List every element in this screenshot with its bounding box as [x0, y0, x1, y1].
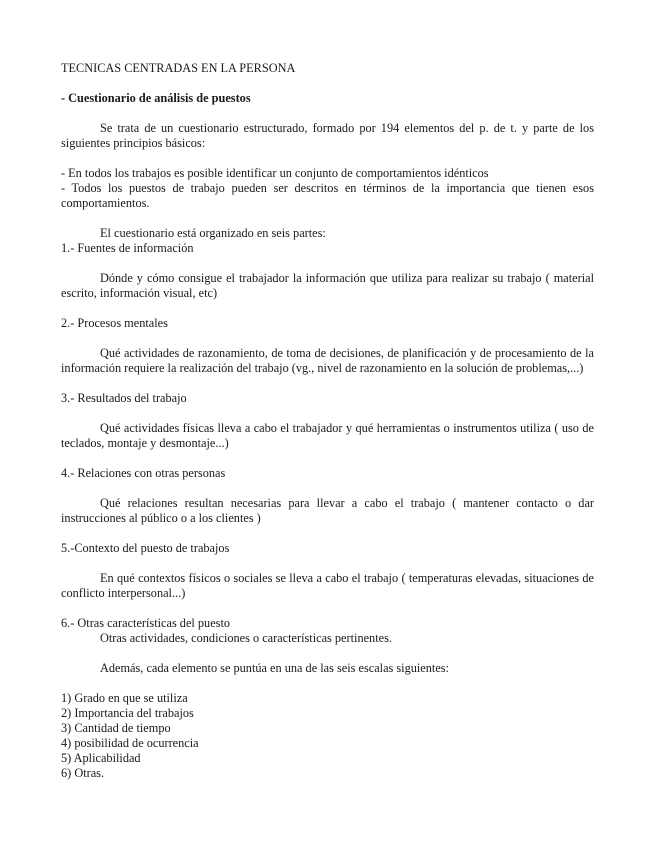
part-description: Dónde y cómo consigue el trabajador la información que utiliza para realizar su trabajo ( material escrito, información visual, etc) — [61, 271, 594, 300]
part-description: Qué actividades de razonamiento, de toma de decisiones, de planificación y de procesamiento de la información requiere la realización del trabajo (vg., nivel de razonamiento en la solución de problemas,...) — [61, 346, 594, 375]
scales-intro: Además, cada elemento se puntúa en una de las seis escalas siguientes: — [100, 661, 449, 675]
part-heading: 1.- Fuentes de información — [61, 241, 194, 255]
principle-item: - En todos los trabajos es posible identificar un conjunto de comportamientos idénticos — [61, 166, 489, 180]
scale-item: 4) posibilidad de ocurrencia — [61, 736, 199, 750]
part-heading: 6.- Otras características del puesto — [61, 616, 231, 630]
scale-item: 1) Grado en que se utiliza — [61, 691, 188, 705]
scales-list — [61, 691, 594, 781]
scale-item: 5) Aplicabilidad — [61, 751, 141, 765]
part-description: En qué contextos físicos o sociales se lleva a cabo el trabajo ( temperaturas elevadas, situaciones de conflicto interpersonal...) — [61, 571, 594, 600]
organization-intro: El cuestionario está organizado en seis partes: — [100, 226, 326, 240]
part-heading: 5.-Contexto del puesto de trabajos — [61, 541, 230, 555]
scale-item: 3) Cantidad de tiempo — [61, 721, 171, 735]
part-heading: 3.- Resultados del trabajo — [61, 391, 187, 405]
scale-item: 6) Otras. — [61, 766, 105, 780]
section-title: - Cuestionario de análisis de puestos — [61, 91, 251, 105]
part-description: Otras actividades, condiciones o características pertinentes. — [100, 631, 392, 645]
part-description: Qué actividades físicas lleva a cabo el trabajador y qué herramientas o instrumentos utiliza ( uso de teclados, montaje y desmontaje...) — [61, 421, 594, 450]
part-heading: 4.- Relaciones con otras personas — [61, 466, 226, 480]
scale-item: 2) Importancia del trabajos — [61, 706, 194, 720]
document-page — [61, 61, 594, 781]
principle-item: - Todos los puestos de trabajo pueden ser descritos en términos de la importancia que tienen esos comportamientos. — [61, 181, 594, 210]
intro-paragraph: Se trata de un cuestionario estructurado, formado por 194 elementos del p. de t. y parte de los siguientes principios básicos: — [61, 121, 594, 150]
document-title: TECNICAS CENTRADAS EN LA PERSONA — [61, 61, 296, 75]
part-heading: 2.- Procesos mentales — [61, 316, 168, 330]
part-description: Qué relaciones resultan necesarias para llevar a cabo el trabajo ( mantener contacto o dar instrucciones al público o a los clientes ) — [61, 496, 594, 525]
